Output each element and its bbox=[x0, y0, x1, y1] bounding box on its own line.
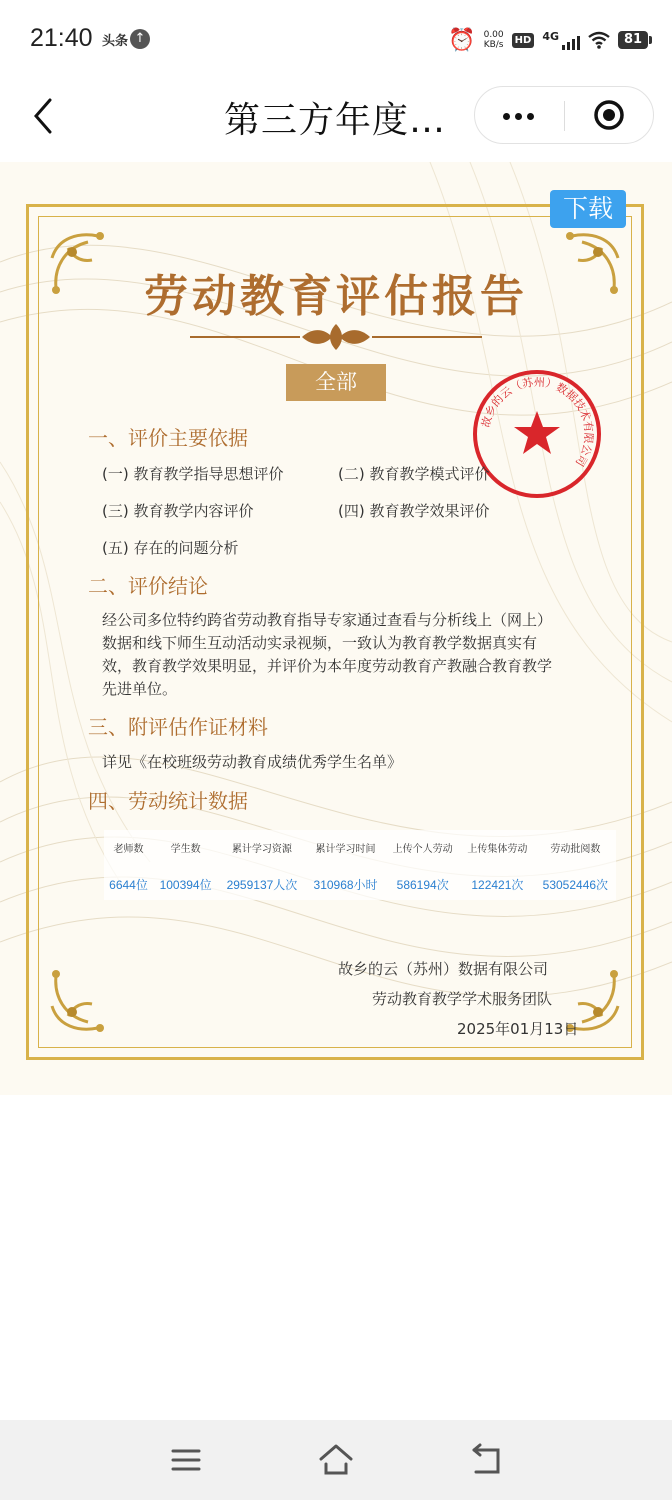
miniprogram-capsule bbox=[474, 86, 654, 144]
stat-value: 122421次 bbox=[471, 877, 524, 892]
certificate-image bbox=[0, 162, 672, 1095]
status-time: 21:40 bbox=[30, 24, 93, 52]
title-divider-ornament-icon bbox=[190, 322, 482, 352]
menu-icon[interactable] bbox=[168, 1442, 204, 1478]
stat-header: 累计学习时间 bbox=[315, 843, 376, 855]
stat-header: 累计学习资源 bbox=[231, 843, 292, 855]
section-evidence-title: 三、附评估作证材料 bbox=[88, 715, 268, 739]
net-speed-value: 0.00 bbox=[483, 30, 504, 40]
stat-value: 2959137人次 bbox=[226, 877, 298, 892]
seal-text: 故乡的云（苏州）数据技术有限公司 bbox=[479, 375, 596, 469]
signature-date: 2025年01月13日 bbox=[457, 1020, 579, 1038]
net-speed-unit: KB/s bbox=[483, 40, 504, 50]
signature-team: 劳动教育教学学术服务团队 bbox=[372, 990, 553, 1008]
back-icon[interactable] bbox=[468, 1442, 504, 1478]
status-indicators bbox=[448, 24, 648, 56]
stat-value: 6644位 bbox=[109, 877, 148, 892]
stat-header: 学生数 bbox=[170, 843, 201, 855]
stat-value: 586194次 bbox=[396, 877, 449, 892]
evidence-text: 详见《在校班级劳动教育成绩优秀学生名单》 bbox=[102, 753, 403, 771]
conclusion-paragraph: 经公司多位特约跨省劳动教育指导专家通过查看与分析线上（网上）数据和线下师生互动活动实录视频，一致认为教育教学数据真实有效，教育教学效果明显，并评价为本年度劳动教育产教融合教育教学先进单位。 bbox=[102, 611, 553, 698]
statistics-header-row bbox=[104, 830, 616, 864]
home-icon[interactable] bbox=[318, 1442, 354, 1478]
close-miniprogram-icon[interactable] bbox=[593, 99, 625, 131]
stat-value: 310968小时 bbox=[313, 877, 378, 892]
section-statistics-title: 四、劳动统计数据 bbox=[88, 789, 248, 813]
back-arrow-icon[interactable] bbox=[26, 96, 66, 136]
stat-header: 上传个人劳动 bbox=[392, 843, 453, 855]
hd-icon: HD bbox=[512, 33, 535, 48]
stat-header: 上传集体劳动 bbox=[467, 843, 528, 855]
battery-icon: 81 bbox=[618, 31, 648, 49]
network-type: 4G bbox=[542, 30, 559, 43]
download-button[interactable]: 下载 bbox=[550, 190, 626, 228]
alarm-icon: ⏰ bbox=[448, 27, 476, 53]
capsule-divider bbox=[564, 101, 565, 131]
signature-company: 故乡的云（苏州）数据有限公司 bbox=[338, 960, 549, 978]
stat-header: 老师数 bbox=[113, 843, 144, 855]
toutiao-app-icon: 头条 bbox=[102, 34, 129, 49]
stat-header: 劳动批阅数 bbox=[550, 843, 601, 855]
status-bar bbox=[0, 0, 672, 80]
page-title: 第三方年度… bbox=[224, 100, 447, 141]
basis-item: (一) 教育教学指导思想评价 bbox=[102, 465, 284, 483]
upload-arrow-icon: ↑ bbox=[130, 29, 150, 49]
more-button[interactable] bbox=[475, 87, 563, 143]
scope-tag-all[interactable]: 全部 bbox=[286, 364, 386, 401]
network-speed bbox=[484, 30, 504, 50]
section-conclusion-title: 二、评价结论 bbox=[88, 574, 208, 598]
statistics-value-row bbox=[104, 864, 616, 904]
corner-ornament-bottom-left-icon bbox=[48, 966, 118, 1036]
certificate-title: 劳动教育评估报告 bbox=[144, 271, 528, 322]
nav-bar bbox=[0, 80, 672, 160]
basis-item: (三) 教育教学内容评价 bbox=[102, 502, 254, 520]
wifi-icon bbox=[588, 31, 610, 49]
cellular-signal-icon bbox=[542, 30, 580, 50]
basis-item: (五) 存在的问题分析 bbox=[102, 539, 239, 557]
statistics-table bbox=[104, 830, 616, 900]
basis-item: (四) 教育教学效果评价 bbox=[338, 502, 490, 520]
section-basis-title: 一、评价主要依据 bbox=[88, 426, 248, 450]
stat-value: 53052446次 bbox=[542, 877, 609, 892]
stat-value: 100394位 bbox=[159, 877, 212, 892]
system-navigation-bar bbox=[0, 1420, 672, 1500]
company-seal-stamp-icon bbox=[470, 367, 604, 501]
basis-item: (二) 教育教学模式评价 bbox=[338, 465, 490, 483]
